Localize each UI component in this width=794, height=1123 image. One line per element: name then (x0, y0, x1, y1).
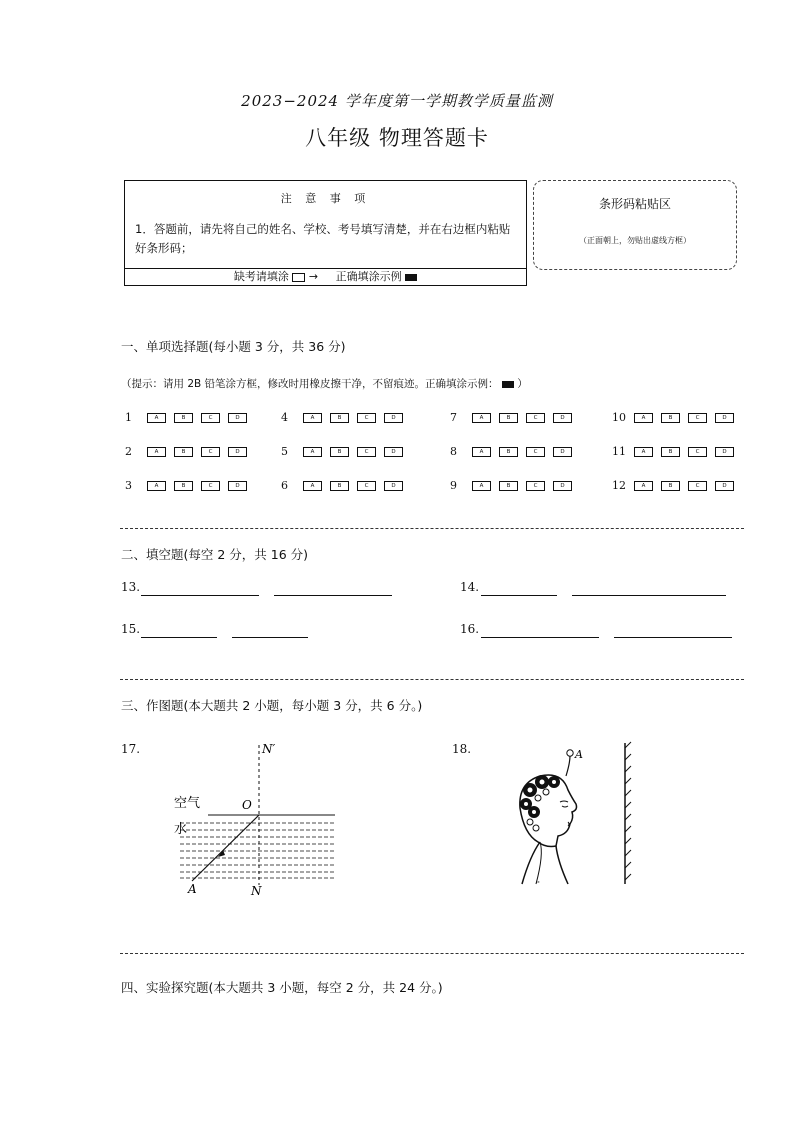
filled-box-icon (405, 274, 417, 281)
mcq-question (450, 479, 580, 492)
mcq-question-number: 6 (281, 479, 288, 492)
mcq-question (125, 411, 255, 424)
fill-blank-14b[interactable] (572, 595, 726, 596)
mcq-question (612, 411, 742, 424)
mcq-option-box[interactable]: A (147, 447, 166, 457)
mcq-option-box[interactable]: B (661, 447, 680, 457)
fill-blank-16b[interactable] (614, 637, 732, 638)
section3-title: 三、作图题(本大题共 2 小题，每小题 3 分，共 6 分。) (121, 698, 423, 713)
fill-blank-13a[interactable] (141, 595, 259, 596)
label-A: A (575, 748, 583, 761)
mcq-option-box[interactable]: C (357, 447, 376, 457)
section1-hint (121, 376, 528, 391)
mcq-question (450, 445, 580, 458)
mcq-option-box[interactable]: B (174, 413, 193, 423)
label-A: A (188, 882, 197, 896)
barcode-title: 条形码粘贴区 (598, 197, 671, 211)
mcq-option-box[interactable]: A (634, 447, 653, 457)
mcq-option-box[interactable]: D (553, 413, 572, 423)
mcq-option-box[interactable]: D (715, 413, 734, 423)
mcq-option-box[interactable]: C (688, 481, 707, 491)
mcq-question-number: 9 (450, 479, 457, 492)
mcq-option-box[interactable]: C (357, 481, 376, 491)
fill-blank-13-label: 13. (121, 580, 141, 594)
label-N: N (251, 884, 262, 898)
fill-blank-16a[interactable] (481, 637, 599, 638)
absent-label: 缺考请填涂 (233, 270, 289, 283)
mcq-option-box[interactable]: A (303, 481, 322, 491)
mcq-option-box[interactable]: D (228, 413, 247, 423)
card-title: 八年级 物理答题卡 (305, 126, 489, 150)
label-N-prime: N′ (262, 742, 276, 756)
refraction-diagram (168, 735, 348, 900)
mcq-option-box[interactable]: B (499, 447, 518, 457)
mcq-option-box[interactable]: C (688, 413, 707, 423)
label-water: 水 (174, 822, 188, 837)
barcode-subtitle: （正面朝上，勿贴出虚线方框） (579, 236, 691, 245)
section2-title: 二、填空题(每空 2 分，共 16 分) (121, 547, 309, 562)
mcq-question-number: 7 (450, 411, 457, 424)
mcq-option-box[interactable]: A (472, 481, 491, 491)
q18-number: 18. (452, 742, 472, 756)
notice-title: 注 意 事 项 (280, 192, 371, 205)
mcq-question (281, 411, 411, 424)
divider (120, 528, 744, 529)
fill-blank-15a[interactable] (141, 637, 217, 638)
mirror-figure (500, 738, 650, 890)
notice-item-1: 1．答题前，请先将自己的姓名、学校、考号填写清楚，并在右边框内粘贴好条形码； (135, 222, 511, 255)
mcq-option-box[interactable]: A (472, 413, 491, 423)
hint-text: （提示：请用 2B 铅笔涂方框，修改时用橡皮擦干净，不留痕迹。正确填涂示例： (121, 378, 499, 390)
notice-box (124, 180, 527, 286)
mcq-option-box[interactable]: A (634, 481, 653, 491)
q17-number: 17. (121, 742, 141, 756)
mcq-question-number: 8 (450, 445, 457, 458)
mcq-option-box[interactable]: A (472, 447, 491, 457)
mcq-option-box[interactable]: C (357, 413, 376, 423)
mcq-question (281, 445, 411, 458)
mcq-question (281, 479, 411, 492)
mcq-option-box[interactable]: B (330, 447, 349, 457)
mcq-option-box[interactable]: B (174, 447, 193, 457)
divider (120, 679, 744, 680)
label-air: 空气 (174, 796, 201, 811)
mcq-question-number: 1 (125, 411, 132, 424)
filled-box-icon (502, 381, 514, 388)
mcq-option-box[interactable]: A (147, 481, 166, 491)
absent-row (125, 268, 526, 285)
label-O: O (242, 798, 252, 812)
mcq-option-box[interactable]: C (201, 447, 220, 457)
mcq-option-box[interactable]: C (201, 481, 220, 491)
hint-close: ） (517, 378, 528, 390)
mcq-option-box[interactable]: D (715, 481, 734, 491)
mcq-question-number: 11 (612, 445, 626, 458)
mcq-option-box[interactable]: B (330, 481, 349, 491)
mcq-option-box[interactable]: B (661, 481, 680, 491)
mcq-option-box[interactable]: A (634, 413, 653, 423)
mcq-option-box[interactable]: D (384, 481, 403, 491)
mcq-option-box[interactable]: D (384, 447, 403, 457)
mcq-option-box[interactable]: B (499, 481, 518, 491)
mcq-question (450, 411, 580, 424)
mcq-option-box[interactable]: A (303, 447, 322, 457)
mcq-question (125, 479, 255, 492)
mcq-question (612, 445, 742, 458)
fill-blank-14-label: 14. (460, 580, 480, 594)
mcq-option-box[interactable]: C (526, 447, 545, 457)
barcode-area (533, 180, 737, 270)
absent-checkbox[interactable] (292, 273, 305, 282)
fill-blank-16-label: 16. (460, 622, 480, 636)
mcq-option-box[interactable]: C (688, 447, 707, 457)
correct-fill-label: 正确填涂示例 (335, 270, 402, 283)
mcq-option-box[interactable]: B (661, 413, 680, 423)
arrow-icon: → (308, 270, 319, 283)
mcq-question-number: 10 (612, 411, 626, 424)
mcq-option-box[interactable]: C (526, 481, 545, 491)
fill-blank-15-label: 15. (121, 622, 141, 636)
mcq-option-box[interactable]: A (303, 413, 322, 423)
mcq-option-box[interactable]: B (174, 481, 193, 491)
mcq-question-number: 4 (281, 411, 288, 424)
mcq-question-number: 2 (125, 445, 132, 458)
mcq-option-box[interactable]: D (384, 413, 403, 423)
mcq-option-box[interactable]: B (330, 413, 349, 423)
mcq-option-box[interactable]: D (715, 447, 734, 457)
section4-title: 四、实验探究题(本大题共 3 小题，每空 2 分，共 24 分。) (121, 980, 443, 995)
mcq-option-box[interactable]: A (147, 413, 166, 423)
mcq-option-box[interactable]: C (201, 413, 220, 423)
fill-blank-15b[interactable] (232, 637, 308, 638)
section1-title: 一、单项选择题(每小题 3 分，共 36 分) (121, 339, 346, 354)
divider (120, 953, 744, 954)
mcq-question-number: 5 (281, 445, 288, 458)
mcq-question-number: 3 (125, 479, 132, 492)
mcq-option-box[interactable]: D (553, 481, 572, 491)
mcq-option-box[interactable]: D (228, 447, 247, 457)
mcq-question (612, 479, 742, 492)
exam-title: 2023−2024 学年度第一学期教学质量监测 (241, 92, 553, 110)
mcq-option-box[interactable]: D (228, 481, 247, 491)
fill-blank-13b[interactable] (274, 595, 392, 596)
mcq-option-box[interactable]: C (526, 413, 545, 423)
mcq-question-number: 12 (612, 479, 626, 492)
mcq-option-box[interactable]: B (499, 413, 518, 423)
mcq-option-box[interactable]: D (553, 447, 572, 457)
fill-blank-14a[interactable] (481, 595, 557, 596)
svg-text:'': '' (536, 880, 540, 888)
mcq-question (125, 445, 255, 458)
